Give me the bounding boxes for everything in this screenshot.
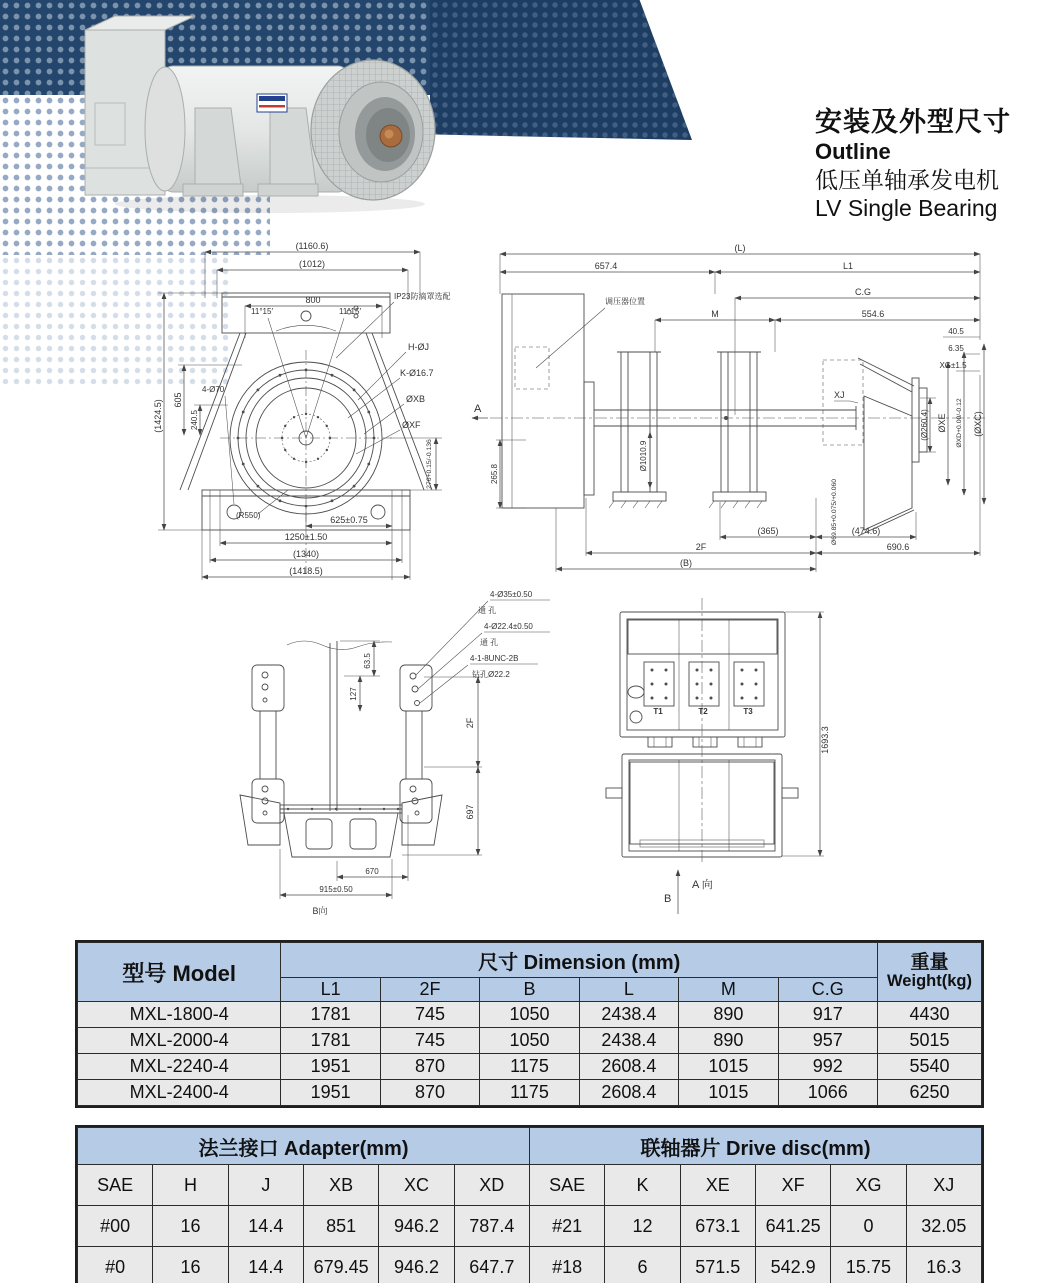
col-header: SAE — [78, 1165, 153, 1206]
dim-label: K-Ø16.7 — [400, 368, 434, 378]
table-cell: 1015 — [679, 1080, 778, 1106]
callout-label: 通 孔 — [480, 638, 499, 647]
table-row — [78, 1247, 982, 1283]
table-cell: 946.2 — [379, 1206, 454, 1247]
table-cell: 1050 — [480, 1028, 579, 1054]
dim-label: (365) — [757, 526, 779, 536]
dim-label: Ø69.85+0.075/+0.060 — [831, 478, 838, 546]
dim-label: 2F — [695, 542, 707, 552]
dim-label: 276+0.15/-0.136 — [426, 439, 433, 489]
page-subtitle-cn: 低压单轴承发电机 — [815, 166, 999, 193]
table-cell: 14.4 — [228, 1206, 303, 1247]
col-header: L — [579, 978, 678, 1002]
dim-label: 265.8 — [490, 463, 499, 485]
dim-label: (ØXC) — [973, 411, 983, 437]
dim-label: XJ — [834, 390, 845, 400]
table-cell: 16.3 — [906, 1247, 981, 1283]
table-cell: 870 — [380, 1054, 479, 1080]
view-arrow-label: B — [664, 893, 672, 905]
dim-label: ØXB — [406, 394, 426, 404]
table-cell: 16 — [153, 1247, 228, 1283]
dim-label: 1693.3 — [820, 726, 830, 754]
front-view-geometry — [158, 252, 442, 580]
col-header: XE — [680, 1165, 755, 1206]
shaft-view-drawing — [232, 583, 567, 928]
dim-label: 915±0.50 — [319, 885, 353, 894]
terminal-label: T1 — [653, 707, 663, 716]
table-cell: 890 — [679, 1028, 778, 1054]
weight-column-header — [878, 943, 982, 1002]
dim-label: (1012) — [298, 259, 326, 269]
view-label: A 向 — [692, 879, 713, 891]
angle-label: 11°15′ — [339, 307, 361, 316]
dim-label: 2F — [465, 717, 475, 729]
table-cell: 571.5 — [680, 1247, 755, 1283]
table-cell: 745 — [380, 1028, 479, 1054]
table-cell: #00 — [78, 1206, 153, 1247]
table-cell: 787.4 — [454, 1206, 529, 1247]
table-cell: 2608.4 — [579, 1054, 678, 1080]
table-row — [78, 1028, 982, 1054]
table-cell: 890 — [679, 1002, 778, 1028]
model-cell: MXL-1800-4 — [78, 1002, 281, 1028]
table-cell: 1015 — [679, 1054, 778, 1080]
dim-label: XG±1.5 — [939, 361, 967, 370]
col-header: XF — [755, 1165, 830, 1206]
table-cell: 4430 — [878, 1002, 982, 1028]
table-cell: 6250 — [878, 1080, 982, 1106]
terminal-label: T3 — [743, 707, 753, 716]
dim-label: Ø1010.9 — [639, 440, 648, 472]
table-cell: 2438.4 — [579, 1002, 678, 1028]
col-header: XB — [303, 1165, 378, 1206]
col-header: H — [153, 1165, 228, 1206]
weight-header-en: Weight(kg) — [887, 972, 972, 991]
view-label: B向 — [312, 906, 328, 916]
table-cell: 679.45 — [303, 1247, 378, 1283]
dim-label: 1250±1.50 — [284, 532, 328, 542]
dim-label: L1 — [842, 261, 854, 271]
callout-label: 通 孔 — [478, 606, 497, 615]
table-cell: 745 — [380, 1002, 479, 1028]
table-cell: 957 — [778, 1028, 877, 1054]
table-cell: 851 — [303, 1206, 378, 1247]
col-header: XD — [454, 1165, 529, 1206]
page-title-cn: 安装及外型尺寸 — [815, 107, 1011, 137]
col-header: M — [679, 978, 778, 1002]
dim-label: (1424.5) — [153, 399, 163, 433]
dim-label: 240.5 — [190, 409, 199, 431]
dimension-column-header: 尺寸 Dimension (mm) — [281, 943, 878, 978]
table-row — [78, 1002, 982, 1028]
table-cell: 1050 — [480, 1002, 579, 1028]
dim-label: 690.6 — [886, 542, 910, 552]
dim-label: (R550) — [236, 511, 261, 520]
col-header: C.G — [778, 978, 877, 1002]
model-column-header: 型号 Model — [78, 943, 281, 1002]
col-header: XG — [831, 1165, 906, 1206]
table-row — [78, 1054, 982, 1080]
dim-label: 670 — [365, 867, 379, 876]
model-cell: MXL-2000-4 — [78, 1028, 281, 1054]
table-cell: 992 — [778, 1054, 877, 1080]
table-cell: #18 — [529, 1247, 604, 1283]
dim-label: (1340) — [292, 549, 320, 559]
table-cell: 1781 — [281, 1028, 380, 1054]
shaft-view-geometry — [240, 600, 550, 899]
table-row — [78, 1080, 982, 1106]
model-cell: MXL-2240-4 — [78, 1054, 281, 1080]
dim-label: C.G — [854, 287, 872, 297]
col-header: L1 — [281, 978, 380, 1002]
callout-label: 4-Ø22.4±0.50 — [484, 622, 533, 631]
table-cell: 647.7 — [454, 1247, 529, 1283]
dim-label: 625±0.75 — [330, 515, 368, 525]
table-cell: 32.05 — [906, 1206, 981, 1247]
table-cell: 1175 — [480, 1054, 579, 1080]
dim-label: ØXF — [402, 420, 421, 430]
col-header: XC — [379, 1165, 454, 1206]
view-arrow-label: A — [474, 403, 482, 415]
table-row — [78, 1206, 982, 1247]
dim-label: 657.4 — [594, 261, 618, 271]
dim-label: 63.5 — [363, 653, 372, 669]
dim-label: 697 — [465, 804, 475, 820]
table-cell: 870 — [380, 1080, 479, 1106]
dim-label: 554.6 — [861, 309, 885, 319]
page-subtitle-en: LV Single Bearing — [815, 194, 998, 221]
callout-label: 4-1-8UNC-2B — [470, 654, 519, 663]
table-cell: 946.2 — [379, 1247, 454, 1283]
table-cell: 15.75 — [831, 1247, 906, 1283]
dim-label: (B) — [680, 558, 692, 568]
table-cell: #21 — [529, 1206, 604, 1247]
dim-label: 6.35 — [948, 344, 964, 353]
adapter-group-header: 法兰接口 Adapter(mm) — [78, 1128, 530, 1165]
dim-label: (L) — [734, 243, 746, 253]
dim-label: 40.5 — [948, 327, 964, 336]
col-header: 2F — [380, 978, 479, 1002]
table-cell: 1781 — [281, 1002, 380, 1028]
table-cell: 1951 — [281, 1054, 380, 1080]
dim-label: M — [711, 309, 719, 319]
ip23-note: IP23防滴罩选配 — [394, 292, 451, 301]
table-cell: 641.25 — [755, 1206, 830, 1247]
table-cell: 1066 — [778, 1080, 877, 1106]
table-cell: 5540 — [878, 1054, 982, 1080]
table-cell: 2608.4 — [579, 1080, 678, 1106]
callout-label: 钻孔Ø22.2 — [472, 670, 510, 679]
dim-label: H-ØJ — [408, 342, 429, 352]
col-header: SAE — [529, 1165, 604, 1206]
table-cell: 2438.4 — [579, 1028, 678, 1054]
title-block — [815, 106, 1050, 222]
dim-label: (Ø260.4) — [920, 409, 929, 441]
side-view-geometry — [472, 254, 986, 572]
dim-label: 127 — [349, 687, 358, 701]
dimension-table — [75, 940, 984, 1108]
navy-trapezoid — [430, 0, 692, 140]
table-cell: 542.9 — [755, 1247, 830, 1283]
col-header: J — [228, 1165, 303, 1206]
dim-label: ØXD+0.00/-0.12 — [956, 398, 963, 448]
front-view-drawing — [150, 238, 470, 588]
dim-label: 605 — [173, 392, 183, 408]
col-header: K — [605, 1165, 680, 1206]
table-cell: #0 — [78, 1247, 153, 1283]
regulator-note: 调压器位置 — [605, 297, 645, 306]
adapter-table — [75, 1125, 984, 1283]
table-cell: 16 — [153, 1206, 228, 1247]
weight-header-cn: 重量 — [910, 952, 949, 974]
callout-label: 4-Ø35±0.50 — [490, 590, 533, 599]
table-cell: 917 — [778, 1002, 877, 1028]
dim-label: (1160.6) — [295, 241, 329, 251]
side-view-drawing — [468, 240, 993, 575]
terminal-label: T2 — [698, 707, 708, 716]
table-cell: 5015 — [878, 1028, 982, 1054]
col-header: B — [480, 978, 579, 1002]
page-title-en: Outline — [815, 138, 891, 164]
col-header: XJ — [906, 1165, 981, 1206]
table-cell: 1951 — [281, 1080, 380, 1106]
table-cell: 0 — [831, 1206, 906, 1247]
dim-label: ØXE — [937, 413, 947, 433]
top-view-geometry — [606, 598, 824, 914]
angle-label: 11°15′ — [251, 307, 273, 316]
drive-disc-group-header: 联轴器片 Drive disc(mm) — [529, 1128, 981, 1165]
top-view-drawing — [592, 592, 887, 927]
table-cell: 1175 — [480, 1080, 579, 1106]
table-cell: 673.1 — [680, 1206, 755, 1247]
dim-label: 800 — [305, 295, 321, 305]
dim-label: (1418.5) — [289, 566, 323, 576]
table-cell: 14.4 — [228, 1247, 303, 1283]
table-cell: 6 — [605, 1247, 680, 1283]
generator-photo — [45, 8, 445, 218]
table-cell: 12 — [605, 1206, 680, 1247]
model-cell: MXL-2400-4 — [78, 1080, 281, 1106]
dim-label: 4-Ø70 — [202, 385, 225, 394]
dim-label: (474.6) — [851, 526, 881, 536]
